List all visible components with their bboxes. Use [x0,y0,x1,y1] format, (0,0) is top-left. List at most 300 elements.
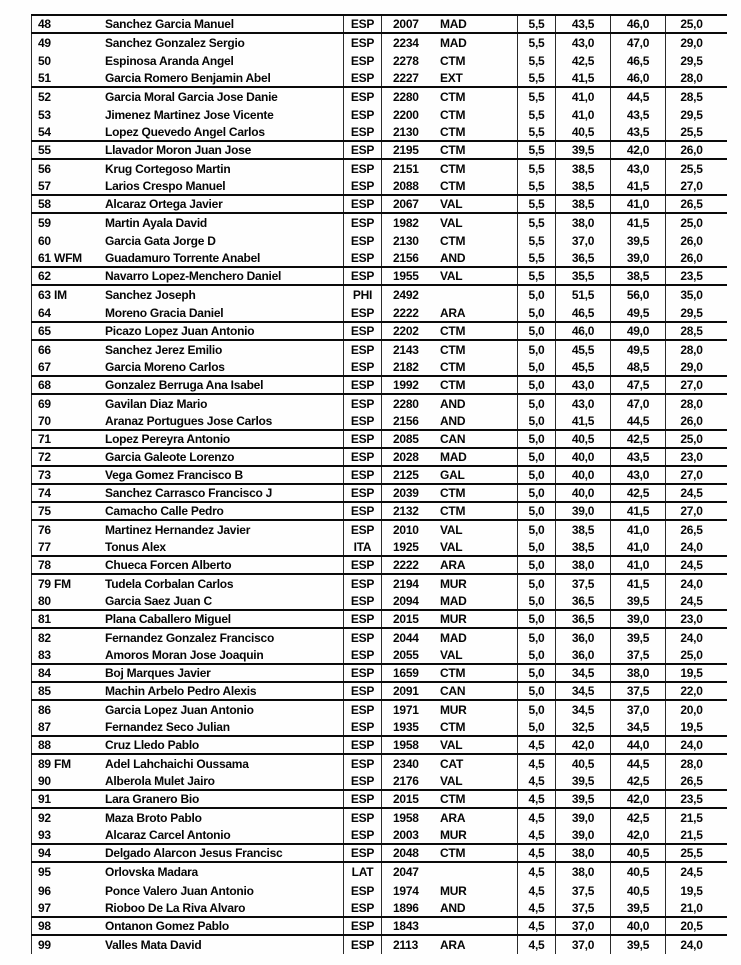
player-cell [31,521,343,539]
player-name: Sanchez Jerez Emilio [105,342,223,357]
region-code: VAL [440,197,463,212]
rank-number: 81 [38,612,51,627]
rating-value: 2182 [393,359,419,374]
federation-code: ESP [343,845,381,861]
tiebreak-3-value: 24,0 [665,936,727,954]
region-code: MUR [440,883,467,898]
region-code: CTM [440,342,466,357]
tiebreak-3-value: 25,0 [665,16,727,32]
federation-code: ESP [343,160,381,178]
tiebreak-3-value: 23,5 [665,791,727,807]
points-value: 5,5 [517,268,555,284]
federation-code: ESP [343,773,381,789]
rank-number: 86 [38,703,51,718]
rank-number: 95 [38,865,51,880]
player-cell [31,755,343,773]
region-code: VAL [440,269,463,284]
rating-value: 2340 [393,757,419,772]
rating-cell [381,413,517,429]
tiebreak-1-value: 38,5 [555,521,610,539]
rating-value: 2113 [393,937,419,952]
points-value: 5,0 [517,359,555,375]
tiebreak-2-value: 46,5 [610,52,665,70]
rating-cell [381,665,517,681]
table-row [31,377,727,395]
player-name: Sanchez Garcia Manuel [105,17,234,32]
tiebreak-1-value: 38,0 [555,863,610,881]
federation-code: ESP [343,827,381,843]
tiebreak-2-value: 39,0 [610,250,665,266]
rating-cell [381,791,517,807]
player-cell [31,52,343,70]
rating-cell [381,377,517,393]
tiebreak-1-value: 37,0 [555,918,610,934]
player-cell [31,809,343,827]
tiebreak-2-value: 56,0 [610,286,665,304]
tiebreak-1-value: 46,5 [555,305,610,321]
region-code: AND [440,251,466,266]
tiebreak-3-value: 20,0 [665,701,727,719]
federation-code: ESP [343,34,381,52]
region-code: CTM [440,234,466,249]
table-row [31,863,727,881]
player-name: Martinez Hernandez Javier [105,522,251,537]
rank-number: 64 [38,305,51,320]
rating-cell [381,845,517,861]
rank-number: 77 [38,539,51,554]
player-name: Machin Arbelo Pedro Alexis [105,684,257,699]
table-row [31,918,727,936]
federation-code: ESP [343,611,381,627]
region-code: CTM [440,792,466,807]
rating-cell [381,34,517,52]
table-row [31,449,727,467]
tiebreak-1-value: 41,5 [555,70,610,86]
tiebreak-1-value: 45,5 [555,359,610,375]
points-value: 5,0 [517,503,555,519]
tiebreak-3-value: 20,5 [665,918,727,934]
rank-number: 76 [38,522,51,537]
federation-code: ESP [343,918,381,934]
federation-code: ESP [343,232,381,250]
federation-code: ITA [343,539,381,555]
table-row [31,34,727,52]
tiebreak-2-value: 42,0 [610,791,665,807]
tiebreak-3-value: 25,5 [665,124,727,140]
rating-value: 2280 [393,90,419,105]
player-name: Adel Lahchaichi Oussama [105,757,249,772]
table-row [31,142,727,160]
points-value: 5,5 [517,16,555,32]
tiebreak-2-value: 47,5 [610,377,665,393]
tiebreak-1-value: 39,0 [555,809,610,827]
rating-cell [381,467,517,483]
federation-code: ESP [343,503,381,519]
federation-code: ESP [343,305,381,321]
player-name: Navarro Lopez-Menchero Daniel [105,269,282,284]
tiebreak-3-value: 25,5 [665,160,727,178]
rating-cell [381,683,517,699]
points-value: 5,0 [517,521,555,539]
rating-cell [381,936,517,954]
rating-value: 1958 [393,738,419,753]
tiebreak-2-value: 41,0 [610,196,665,212]
federation-code: ESP [343,124,381,140]
rank-number: 87 [38,720,51,735]
rating-cell [381,863,517,881]
player-cell [31,737,343,753]
points-value: 5,5 [517,160,555,178]
player-cell [31,665,343,681]
rating-value: 2132 [393,503,419,518]
table-row [31,250,727,268]
player-cell [31,593,343,609]
tiebreak-2-value: 42,5 [610,431,665,447]
tiebreak-3-value: 21,5 [665,827,727,843]
rating-cell [381,827,517,843]
player-name: Sanchez Carrasco Francisco J [105,485,273,500]
tiebreak-1-value: 38,5 [555,539,610,555]
player-name: Gonzalez Berruga Ana Isabel [105,377,264,392]
rating-value: 2015 [393,612,419,627]
federation-code: ESP [343,719,381,735]
table-row [31,521,727,539]
federation-code: ESP [343,413,381,429]
player-name: Tonus Alex [105,539,166,554]
rating-cell [381,485,517,501]
tiebreak-2-value: 37,0 [610,701,665,719]
points-value: 4,5 [517,827,555,843]
player-cell [31,142,343,158]
tiebreak-3-value: 23,0 [665,611,727,627]
player-name: Garcia Moral Garcia Jose Danie [105,90,278,105]
tiebreak-3-value: 28,0 [665,395,727,413]
rating-cell [381,521,517,539]
player-name: Plana Caballero Miguel [105,612,231,627]
tiebreak-3-value: 23,0 [665,449,727,465]
rating-cell [381,593,517,609]
region-code: MUR [440,612,467,627]
federation-code: ESP [343,449,381,465]
tiebreak-3-value: 24,5 [665,593,727,609]
region-code: CTM [440,666,466,681]
tiebreak-3-value: 26,0 [665,232,727,250]
region-code: CTM [440,108,466,123]
player-name: Camacho Calle Pedro [105,503,224,518]
points-value: 4,5 [517,737,555,753]
table-row [31,70,727,88]
table-row [31,395,727,413]
player-cell [31,683,343,699]
rank-number: 94 [38,846,51,861]
rating-value: 2151 [393,162,419,177]
player-name: Krug Cortegoso Martin [105,162,231,177]
points-value: 5,0 [517,449,555,465]
table-row [31,791,727,809]
rating-value: 2094 [393,594,419,609]
region-code: CTM [440,125,466,140]
tiebreak-1-value: 41,0 [555,106,610,124]
table-row [31,268,727,286]
points-value: 5,0 [517,413,555,429]
rank-number: 72 [38,449,51,464]
tiebreak-1-value: 43,0 [555,34,610,52]
player-cell [31,827,343,843]
table-row [31,323,727,341]
player-name: Maza Broto Pablo [105,811,202,826]
federation-code: ESP [343,647,381,663]
rating-value: 2492 [393,288,419,303]
tiebreak-1-value: 42,0 [555,737,610,753]
tiebreak-2-value: 44,0 [610,737,665,753]
player-name: Sanchez Gonzalez Sergio [105,36,245,51]
tiebreak-2-value: 49,5 [610,341,665,359]
player-name: Gavilan Diaz Mario [105,396,208,411]
player-cell [31,413,343,429]
tiebreak-3-value: 24,5 [665,863,727,881]
player-name: Aranaz Portugues Jose Carlos [105,413,273,428]
tiebreak-3-value: 27,0 [665,178,727,194]
region-code: CAN [440,431,466,446]
rating-value: 2028 [393,449,419,464]
player-cell [31,918,343,934]
rating-cell [381,250,517,266]
rank-number: 98 [38,918,51,933]
points-value: 4,5 [517,900,555,916]
rank-number: 48 [38,17,51,32]
rank-number: 93 [38,828,51,843]
table-row [31,882,727,900]
table-row [31,827,727,845]
tiebreak-1-value: 41,5 [555,413,610,429]
points-value: 5,0 [517,395,555,413]
tiebreak-2-value: 41,5 [610,503,665,519]
table-row [31,809,727,827]
region-code: CTM [440,503,466,518]
player-name: Ponce Valero Juan Antonio [105,883,254,898]
rank-number: 73 [38,467,51,482]
player-cell [31,936,343,954]
rank-number: 61 [38,251,51,266]
rating-value: 2227 [393,71,419,86]
tiebreak-2-value: 42,0 [610,142,665,158]
points-value: 5,0 [517,431,555,447]
rating-cell [381,719,517,735]
tiebreak-3-value: 25,0 [665,214,727,232]
tiebreak-2-value: 39,5 [610,936,665,954]
rating-cell [381,575,517,593]
rank-number: 50 [38,54,51,69]
points-value: 5,0 [517,323,555,339]
rating-cell [381,359,517,375]
points-value: 4,5 [517,791,555,807]
federation-code: ESP [343,791,381,807]
points-value: 5,5 [517,250,555,266]
tiebreak-3-value: 23,5 [665,268,727,284]
player-cell [31,214,343,232]
player-cell [31,178,343,194]
points-value: 5,0 [517,377,555,393]
tiebreak-3-value: 28,5 [665,323,727,339]
region-code: CAN [440,684,466,699]
player-name: Larios Crespo Manuel [105,179,226,194]
rank-number: 63 [38,288,51,303]
tiebreak-3-value: 24,0 [665,629,727,647]
table-row [31,701,727,719]
rating-value: 2143 [393,342,419,357]
points-value: 4,5 [517,845,555,861]
table-row [31,593,727,611]
player-cell [31,539,343,555]
rating-cell [381,214,517,232]
tiebreak-3-value: 21,5 [665,809,727,827]
points-value: 5,5 [517,106,555,124]
tiebreak-2-value: 43,0 [610,160,665,178]
points-value: 5,0 [517,665,555,681]
player-cell [31,647,343,663]
tiebreak-1-value: 36,0 [555,647,610,663]
rating-cell [381,900,517,916]
table-row [31,845,727,863]
region-code: CTM [440,90,466,105]
player-cell [31,611,343,627]
region-code: VAL [440,648,463,663]
region-code: EXT [440,71,463,86]
tiebreak-1-value: 38,0 [555,214,610,232]
player-name: Alcaraz Ortega Javier [105,197,223,212]
points-value: 5,5 [517,214,555,232]
rating-cell [381,882,517,900]
rank-number: 90 [38,774,51,789]
tiebreak-2-value: 42,5 [610,485,665,501]
player-name: Jimenez Martinez Jose Vicente [105,108,274,123]
tiebreak-2-value: 41,0 [610,557,665,573]
rating-cell [381,106,517,124]
rank-number: 85 [38,684,51,699]
rating-value: 2044 [393,631,419,646]
tiebreak-2-value: 41,5 [610,178,665,194]
tiebreak-2-value: 39,5 [610,232,665,250]
points-value: 5,0 [517,305,555,321]
tiebreak-2-value: 46,0 [610,70,665,86]
table-row [31,178,727,196]
tiebreak-2-value: 43,5 [610,449,665,465]
federation-code: ESP [343,178,381,194]
rating-cell [381,629,517,647]
rank-number: 69 [38,396,51,411]
tiebreak-2-value: 41,0 [610,521,665,539]
player-cell [31,268,343,284]
table-row [31,647,727,665]
tiebreak-1-value: 40,0 [555,449,610,465]
tiebreak-1-value: 39,5 [555,791,610,807]
tiebreak-2-value: 38,5 [610,268,665,284]
rating-cell [381,918,517,934]
federation-code: ESP [343,936,381,954]
rank-number: 97 [38,900,51,915]
region-code: MAD [440,449,467,464]
table-row [31,16,727,34]
region-code: CTM [440,846,466,861]
tiebreak-3-value: 25,5 [665,845,727,861]
rating-value: 2280 [393,396,419,411]
player-cell [31,485,343,501]
rating-value: 2234 [393,36,419,51]
federation-code: ESP [343,142,381,158]
federation-code: ESP [343,70,381,86]
tiebreak-3-value: 24,0 [665,575,727,593]
rating-cell [381,196,517,212]
rating-cell [381,449,517,465]
federation-code: PHI [343,286,381,304]
rank-number: 49 [38,36,51,51]
rank-number: 70 [38,413,51,428]
tiebreak-3-value: 22,0 [665,683,727,699]
tiebreak-3-value: 26,0 [665,413,727,429]
player-name: Lara Granero Bio [105,792,200,807]
tiebreak-1-value: 36,5 [555,250,610,266]
points-value: 4,5 [517,863,555,881]
tiebreak-1-value: 40,5 [555,124,610,140]
player-name: Garcia Gata Jorge D [105,234,216,249]
tiebreak-3-value: 21,0 [665,900,727,916]
rating-value: 2003 [393,828,419,843]
points-value: 5,0 [517,701,555,719]
region-code: AND [440,900,466,915]
rating-value: 2222 [393,305,419,320]
region-code: AND [440,396,466,411]
rating-value: 2130 [393,234,419,249]
points-value: 4,5 [517,755,555,773]
tiebreak-2-value: 39,5 [610,900,665,916]
player-cell [31,88,343,106]
federation-code: ESP [343,593,381,609]
player-cell [31,232,343,250]
region-code: ARA [440,305,466,320]
federation-code: ESP [343,359,381,375]
player-name: Fernandez Seco Julian [105,720,230,735]
tiebreak-1-value: 35,5 [555,268,610,284]
tiebreak-2-value: 40,5 [610,845,665,861]
points-value: 5,5 [517,178,555,194]
federation-code: ESP [343,521,381,539]
table-row [31,160,727,178]
federation-code: ESP [343,900,381,916]
table-row [31,936,727,954]
points-value: 5,5 [517,70,555,86]
region-code: CTM [440,377,466,392]
federation-code: ESP [343,431,381,447]
points-value: 5,0 [517,683,555,699]
player-cell [31,449,343,465]
rating-cell [381,52,517,70]
rating-cell [381,809,517,827]
table-row [31,737,727,755]
tiebreak-3-value: 26,5 [665,773,727,789]
federation-code: ESP [343,323,381,339]
region-code: MAD [440,631,467,646]
tiebreak-1-value: 43,0 [555,395,610,413]
federation-code: ESP [343,882,381,900]
player-cell [31,124,343,140]
rating-value: 2047 [393,865,419,880]
tiebreak-1-value: 38,5 [555,178,610,194]
player-cell [31,467,343,483]
rating-cell [381,539,517,555]
tiebreak-2-value: 40,0 [610,918,665,934]
rating-value: 2156 [393,251,419,266]
rating-value: 2130 [393,125,419,140]
